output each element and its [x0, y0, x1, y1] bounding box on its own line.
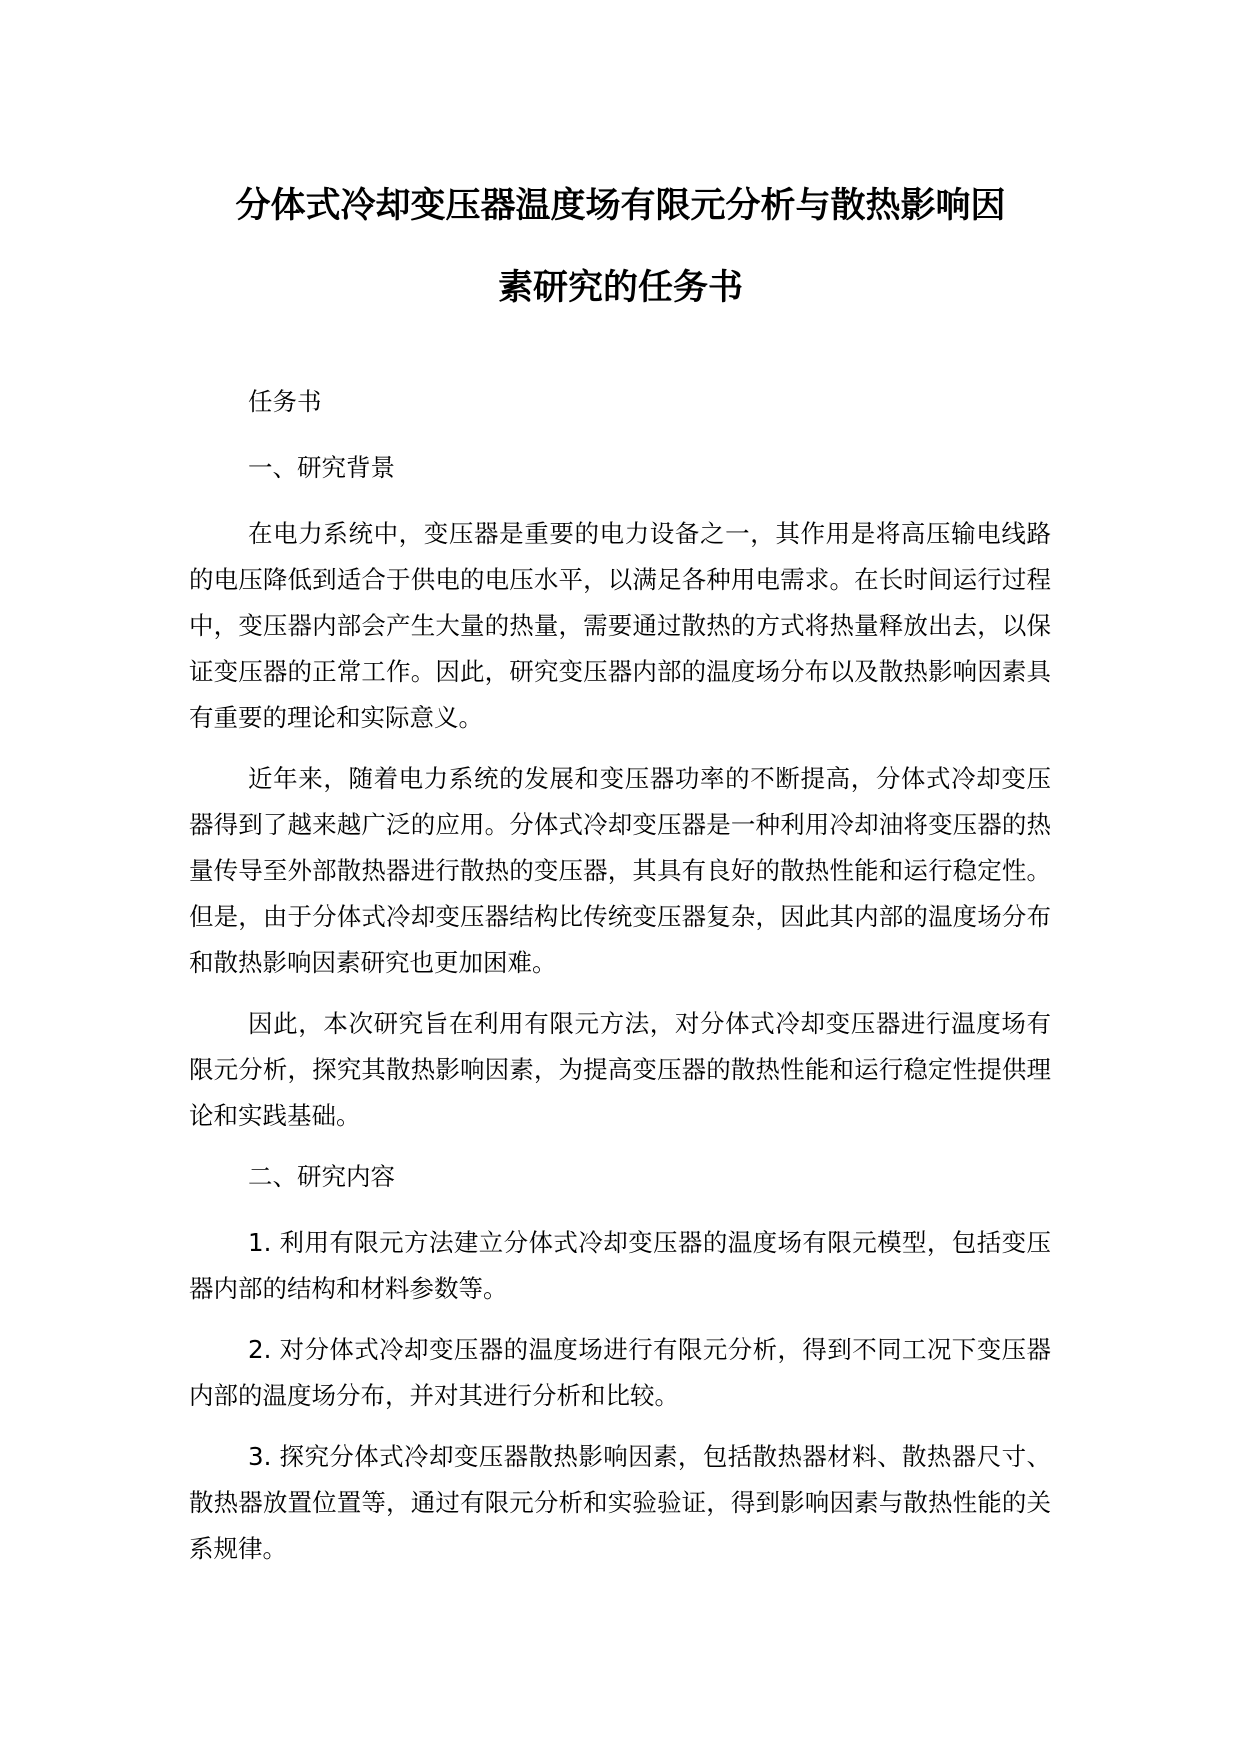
content-item-1: 1. 利用有限元方法建立分体式冷却变压器的温度场有限元模型，包括变压器内部的结构和材料参数等。 — [189, 1228, 1051, 1303]
task-book-label: 任务书 — [248, 387, 322, 416]
background-paragraph-1: 在电力系统中，变压器是重要的电力设备之一，其作用是将高压输电线路的电压降低到适合于供电的电压水平，以满足各种用电需求。在长时间运行过程中，变压器内部会产生大量的热量，需要通过散热的方式将热量释放出去，以保证变压器的正常工作。因此，研究变压器内部的温度场分布以及散热影响因素具有重要的理论和实际意义。 — [189, 519, 1051, 732]
background-paragraph-2: 近年来，随着电力系统的发展和变压器功率的不断提高，分体式冷却变压器得到了越来越广泛的应用。分体式冷却变压器是一种利用冷却油将变压器的热量传导至外部散热器进行散热的变压器，其具有良好的散热性能和运行稳定性。但是，由于分体式冷却变压器结构比传统变压器复杂，因此其内部的温度场分布和散热影响因素研究也更加困难。 — [189, 764, 1051, 977]
document-body — [189, 379, 1051, 1587]
background-paragraph-3: 因此，本次研究旨在利用有限元方法，对分体式冷却变压器进行温度场有限元分析，探究其散热影响因素，为提高变压器的散热性能和运行稳定性提供理论和实践基础。 — [189, 1009, 1051, 1130]
content-item-2: 2. 对分体式冷却变压器的温度场进行有限元分析，得到不同工况下变压器内部的温度场分布，并对其进行分析和比较。 — [189, 1335, 1051, 1410]
document-title-line-1: 分体式冷却变压器温度场有限元分析与散热影响因 — [235, 186, 1006, 226]
section-heading-content: 二、研究内容 — [248, 1162, 395, 1191]
section-heading-background: 一、研究背景 — [248, 453, 395, 482]
document-title-line-2: 素研究的任务书 — [497, 268, 743, 308]
content-item-3: 3. 探究分体式冷却变压器散热影响因素，包括散热器材料、散热器尺寸、散热器放置位置等，通过有限元分析和实验验证，得到影响因素与散热性能的关系规律。 — [189, 1442, 1051, 1563]
